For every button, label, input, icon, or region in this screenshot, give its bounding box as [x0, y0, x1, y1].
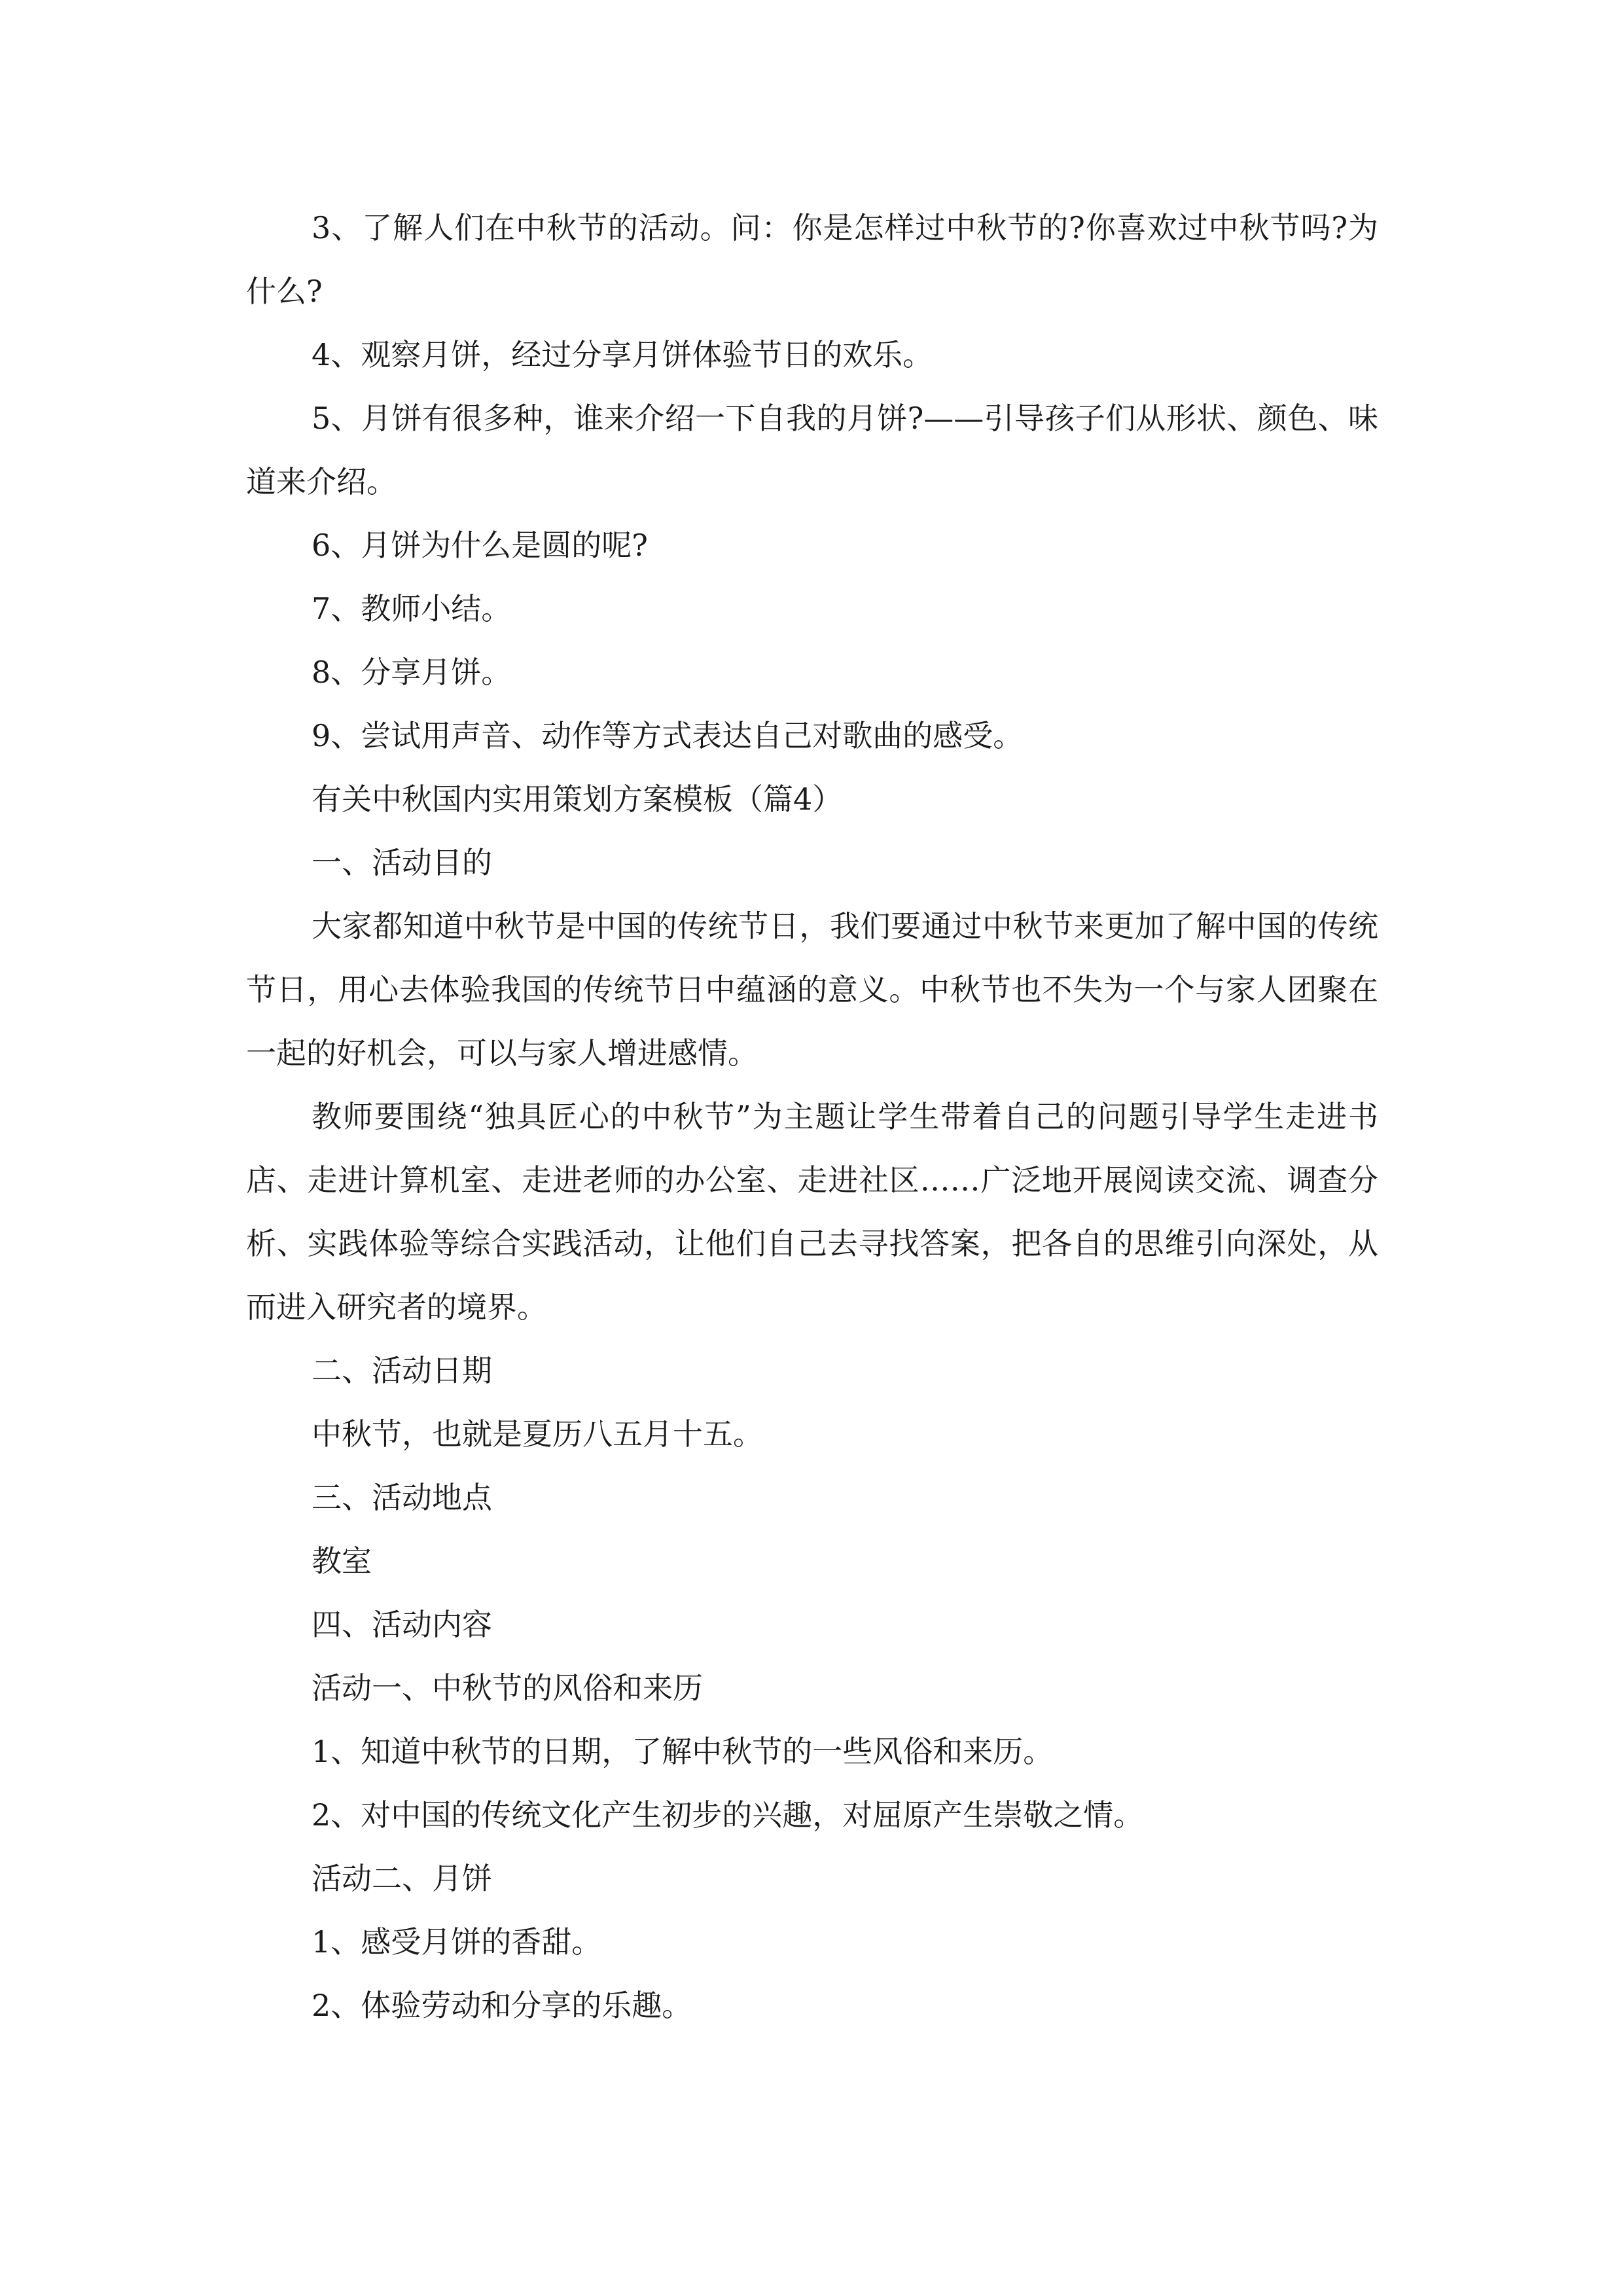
heading-activity-date: 二、活动日期 — [312, 1353, 492, 1388]
paragraph-activity-one-2: 2、对中国的传统文化产生初步的兴趣，对屈原产生崇敬之情。 — [312, 1797, 1144, 1833]
paragraph-step-9: 9、尝试用声音、动作等方式表达自己对歌曲的感受。 — [312, 718, 1024, 753]
heading-activity-content: 四、活动内容 — [312, 1607, 492, 1642]
paragraph-step-5: 5、月饼有很多种，谁来介绍一下自我的月饼?——引导孩子们从形状、颜色、味道来介绍。 — [246, 401, 1378, 499]
paragraph-activity-two-1: 1、感受月饼的香甜。 — [312, 1924, 602, 1960]
heading-activity-location: 三、活动地点 — [312, 1480, 492, 1515]
paragraph-step-3: 3、了解人们在中秋节的活动。问：你是怎样过中秋节的?你喜欢过中秋节吗?为什么? — [246, 210, 1378, 309]
section-title: 有关中秋国内实用策划方案模板（篇4） — [312, 781, 843, 817]
heading-activity-purpose: 一、活动目的 — [312, 845, 492, 880]
heading-activity-two: 活动二、月饼 — [312, 1861, 492, 1896]
paragraph-date: 中秋节，也就是夏历八五月十五。 — [312, 1416, 763, 1452]
paragraph-purpose-2: 教师要围绕“独具匠心的中秋节”为主题让学生带着自己的问题引导学生走进书店、走进计算机室、走进老师的办公室、走进社区……广泛地开展阅读交流、调查分析、实践体验等综合实践活动，让他们自己去寻找答案，把各自的思维引向深处，从而进入研究者的境界。 — [246, 1099, 1378, 1325]
paragraph-step-4: 4、观察月饼，经过分享月饼体验节日的欢乐。 — [312, 337, 933, 372]
document-body — [246, 196, 1378, 2037]
paragraph-step-8: 8、分享月饼。 — [312, 655, 512, 690]
paragraph-step-6: 6、月饼为什么是圆的呢? — [312, 528, 648, 563]
paragraph-activity-one-1: 1、知道中秋节的日期，了解中秋节的一些风俗和来历。 — [312, 1734, 1054, 1769]
paragraph-step-7: 7、教师小结。 — [312, 591, 512, 626]
paragraph-activity-two-2: 2、体验劳动和分享的乐趣。 — [312, 1988, 692, 2023]
heading-activity-one: 活动一、中秋节的风俗和来历 — [312, 1670, 703, 1706]
paragraph-purpose-1: 大家都知道中秋节是中国的传统节日，我们要通过中秋节来更加了解中国的传统节日，用心去体验我国的传统节日中蕴涵的意义。中秋节也不失为一个与家人团聚在一起的好机会，可以与家人增进感情。 — [246, 908, 1378, 1071]
paragraph-location: 教室 — [312, 1543, 372, 1579]
